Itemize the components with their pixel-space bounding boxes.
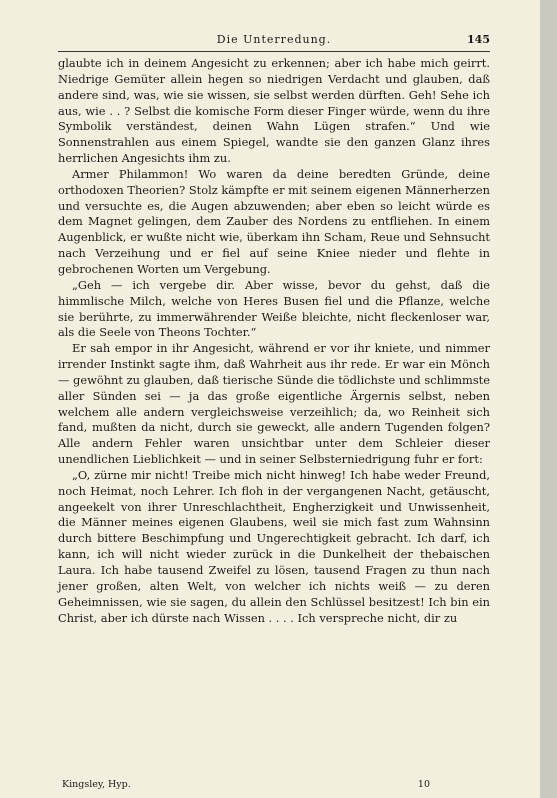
- paragraph: „O, zürne mir nicht! Treibe mich nicht hinweg! Ich habe weder Freund, noch Heimat, noch Lehrer. Ich floh in der vergangenen Nacht, getäuscht, angeekelt von ihrer Unreschlachtheit, Engherzigkeit und Unwissenheit, die Männer meines eigenen Glaubens, weil sie mich fast zum Wahnsinn durch bittere Beschimpfung und Ungerechtigkeit gebracht. Ich darf, ich kann, ich will nicht wieder zurück in die Dunkelheit der thebaischen Laura. Ich habe tausend Zweifel zu lösen, tausend Fragen zu thun nach jener großen, alten Welt, von welcher ich nichts weiß — zu deren Geheimnissen, wie sie sagen, du allein den Schlüssel besitzest! Ich bin ein Christ, aber ich dürste nach Wissen . . . . Ich verspreche nicht, dir zu: [58, 467, 490, 625]
- page-number: 145: [467, 33, 490, 46]
- paragraph: glaubte ich in deinem Angesicht zu erkennen; aber ich habe mich geirrt. Niedrige Gemüter allein hegen so niedrigen Verdacht und glauben, daß andere sind, was, wie sie wissen, sie selbst werden dürften. Geh! Sehe ich aus, wie . . ? Selbst die komische Form dieser Finger würde, wenn du ihre Symbolik verständest, deinen Wahn Lügen strafen.“ Und wie Sonnenstrahlen aus einem Spiegel, wandte sie den ganzen Glanz ihres herrlichen Angesichts ihm zu.: [58, 56, 490, 166]
- running-header: [58, 33, 490, 49]
- paragraph: Er sah empor in ihr Angesicht, während er vor ihr kniete, und nimmer irrender Instinkt sagte ihm, daß Wahrheit aus ihr rede. Er war ein Mönch — gewöhnt zu glauben, daß tierische Sünde die tödlichste und schlimmste aller Sünden sei — ja das große eigentliche Ärgernis selbst, neben welchem alle andern vergleichsweise verzeihlich; da, wo Reinheit sich fand, mußten da nicht, durch sie geweckt, alle andern Tugenden folgen? Alle andern Fehler waren unsichtbar unter dem Schleier dieser unendlichen Lieblichkeit — und in seiner Selbsterniedrigung fuhr er fort:: [58, 341, 490, 467]
- sheet-signature-number: 10: [417, 779, 430, 790]
- signature-line: [62, 779, 430, 793]
- printer-signature: Kingsley, Hyp.: [62, 779, 131, 790]
- header-rule: [58, 51, 490, 52]
- paragraph: Armer Philammon! Wo waren da deine beredten Gründe, deine orthodoxen Theorien? Stolz kämpfte er mit seinem eigenen Männerherzen und versuchte es, die Augen abzuwenden; aber eben so leicht würde es dem Magnet gelingen, dem Zauber des Nordens zu entfliehen. In einem Augenblick, er wußte nicht wie, überkam ihn Scham, Reue und Sehnsucht nach Verzeihung und er fiel auf seine Kniee nieder und flehte in gebrochenen Worten um Vergebung.: [58, 166, 490, 276]
- running-title: Die Unterredung.: [216, 33, 332, 46]
- scan-background: [540, 0, 557, 798]
- paragraph: „Geh — ich vergebe dir. Aber wisse, bevor du gehst, daß die himmlische Milch, welche von Heres Busen fiel und die Pflanze, welche sie berührte, zu immerwährender Weiße bleichte, nicht fleckenloser war, als die Seele von Theons Tochter.“: [58, 277, 490, 340]
- body-text: [58, 56, 490, 626]
